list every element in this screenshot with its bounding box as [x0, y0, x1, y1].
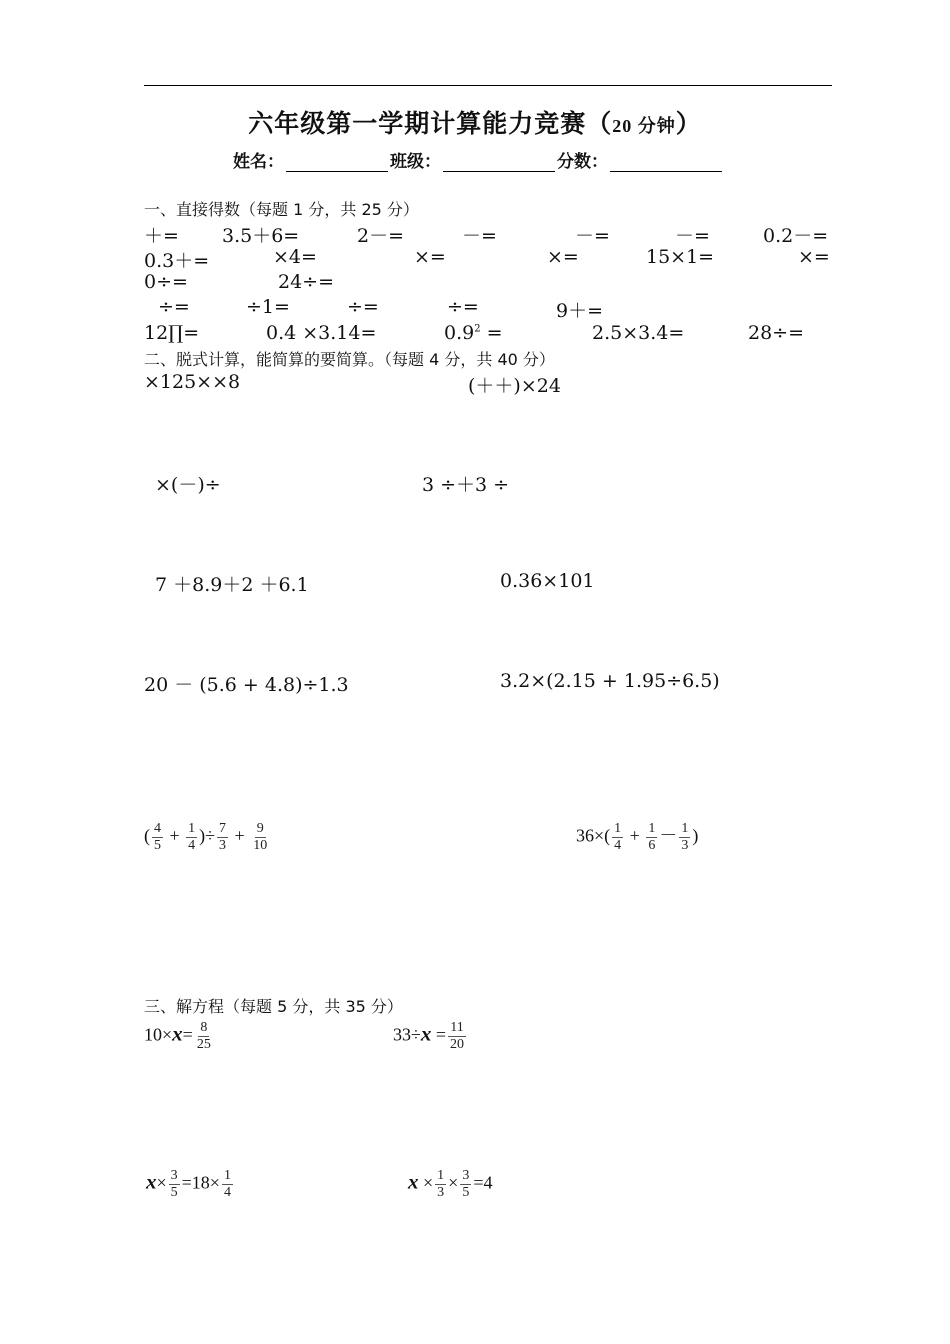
class-label: 班级：: [390, 152, 441, 172]
s1-r2-q5: 15×1=: [646, 246, 715, 268]
s2-problem-3: ×(－)÷: [155, 474, 221, 496]
s3-equation-3: x× $\frac{3}{5}$ =18× $\frac{1}{4}$: [146, 1168, 231, 1200]
s1-r4-q2: ÷1=: [246, 296, 290, 318]
name-blank[interactable]: [286, 155, 388, 172]
s2-problem-8: 3.2×(2.15 + 1.95÷6.5): [500, 670, 720, 692]
s1-r1-q4: －=: [462, 225, 497, 247]
s1-r5-q4: 2.5×3.4=: [592, 322, 685, 344]
s1-r1-q3: 2－=: [357, 225, 405, 247]
s1-r4-q5: 9＋=: [556, 300, 604, 322]
s1-r1-q7: 0.2－=: [763, 225, 829, 247]
s1-r2-q6: ×=: [798, 246, 830, 268]
s1-r2-q3: ×=: [414, 246, 446, 268]
section1-heading: 一、直接得数（每题 1 分，共 25 分）: [144, 200, 419, 219]
s2-problem-2: (＋＋)×24: [468, 375, 561, 397]
s1-r5-q1: 12∏=: [144, 322, 200, 344]
class-blank[interactable]: [443, 155, 555, 172]
s1-r5-q5: 28÷=: [748, 322, 805, 344]
s1-r2-q2: ×4=: [273, 246, 317, 268]
s1-r4-q4: ÷=: [447, 296, 479, 318]
s3-equation-1: 10×x= $\frac{8}{25}$: [144, 1020, 211, 1052]
score-blank[interactable]: [610, 155, 722, 172]
top-rule: [144, 85, 832, 86]
s2-problem-6: 0.36×101: [500, 570, 595, 592]
score-label: 分数：: [557, 152, 608, 172]
s3-equation-2: 33÷x = $\frac{11}{20}$: [393, 1020, 465, 1052]
s1-r1-q2: 3.5＋6=: [222, 225, 300, 247]
section2-heading: 二、脱式计算，能简算的要简算。（每题 4 分，共 40 分）: [144, 350, 555, 369]
s2-problem-4: 3 ÷＋3 ÷: [422, 474, 510, 496]
s1-r3-q2: 24÷=: [278, 271, 335, 293]
s2-problem-10: 36×( $\frac{1}{4}$ + $\frac{1}{6}$ － $\frac{1}{3}$ ): [576, 821, 699, 853]
s1-r1-q6: －=: [675, 225, 710, 247]
s1-r1-q1: ＋=: [144, 225, 179, 247]
page-title: 六年级第一学期计算能力竞赛（20 分钟）: [248, 109, 702, 138]
s3-equation-4: x × $\frac{1}{3}$ × $\frac{3}{5}$ =4: [408, 1168, 493, 1200]
s1-r2-q4: ×=: [547, 246, 579, 268]
s2-problem-1: ×125××8: [144, 371, 241, 393]
s1-r5-q2: 0.4 ×3.14=: [266, 322, 377, 344]
s2-problem-5: 7 ＋8.9＋2 ＋6.1: [155, 574, 309, 596]
s1-r1-q5: －=: [575, 225, 610, 247]
s1-r5-q3: $0.9^2$ =: [444, 322, 503, 344]
s1-r3-q1: 0÷=: [144, 271, 188, 293]
student-info-line: [233, 147, 724, 172]
name-label: 姓名：: [233, 152, 284, 172]
s2-problem-9: ( $\frac{4}{5}$ + $\frac{1}{4}$ )÷ $\frac{7}{3}$ + $\frac{9}{10}$: [144, 821, 268, 853]
section3-heading: 三、解方程（每题 5 分，共 35 分）: [144, 997, 403, 1016]
s1-r4-q3: ÷=: [347, 296, 379, 318]
s1-r2-q1: 0.3＋=: [144, 250, 210, 272]
s2-problem-7: 20 － (5.6 + 4.8)÷1.3: [144, 674, 349, 696]
s1-r4-q1: ÷=: [158, 296, 190, 318]
